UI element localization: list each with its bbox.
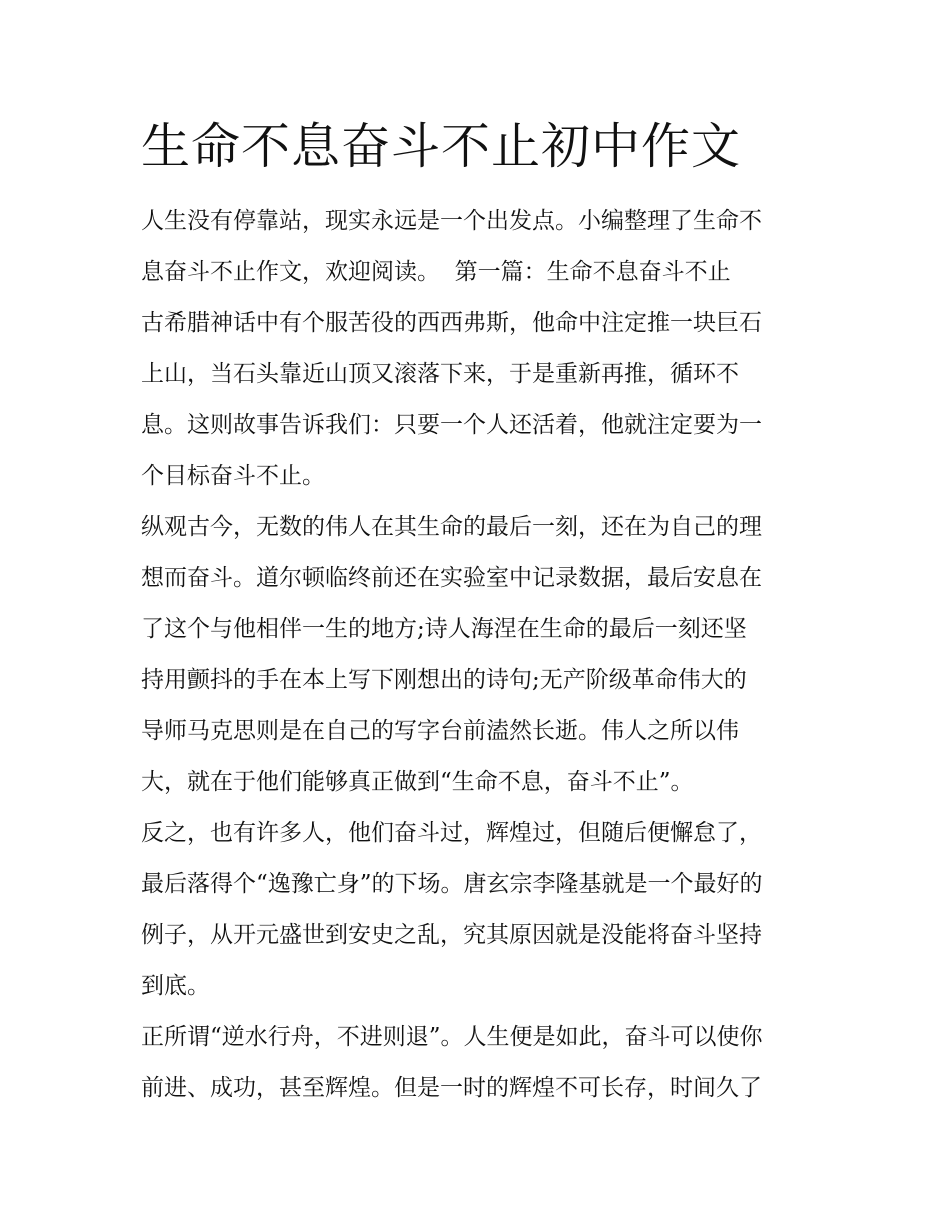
document-title: 生命不息奋斗不止初中作文 [141,118,742,175]
body-line: 到底。 [141,973,210,999]
body-line: 古希腊神话中有个服苦役的西西弗斯，他命中注定推一块巨石 [141,310,762,336]
body-line: 正所谓“逆水行舟，不进则退”。人生便是如此，奋斗可以使你 [141,1024,763,1050]
body-line: 持用颤抖的手在本上写下刚想出的诗句;无产阶级革命伟大的 [141,667,747,693]
body-line: 例子，从开元盛世到安史之乱，究其原因就是没能将奋斗坚持 [141,922,762,948]
body-line: 前进、成功，甚至辉煌。但是一时的辉煌不可长存，时间久了 [141,1075,762,1101]
body-line: 导师马克思则是在自己的写字台前溘然长逝。伟人之所以伟 [141,718,739,744]
body-line: 最后落得个“逸豫亡身”的下场。唐玄宗李隆基就是一个最好的 [141,871,763,897]
body-line: 人生没有停靠站，现实永远是一个出发点。小编整理了生命不 [141,208,762,234]
body-line: 个目标奋斗不止。 [141,463,325,489]
body-line: 反之，也有许多人，他们奋斗过，辉煌过，但随后便懈怠了， [141,820,762,846]
body-line: 大，就在于他们能够真正做到“生命不息，奋斗不止”。 [141,769,694,795]
body-line: 纵观古今，无数的伟人在其生命的最后一刻，还在为自己的理 [141,514,762,540]
body-line: 息。这则故事告诉我们：只要一个人还活着，他就注定要为一 [141,412,762,438]
body-line: 想而奋斗。道尔顿临终前还在实验室中记录数据，最后安息在 [141,565,762,591]
body-line: 上山，当石头靠近山顶又滚落下来，于是重新再推，循环不 [141,361,739,387]
body-line: 息奋斗不止作文，欢迎阅读。 第一篇：生命不息奋斗不止 [141,259,731,285]
body-line: 了这个与他相伴一生的地方;诗人海涅在生命的最后一刻还坚 [141,616,747,642]
